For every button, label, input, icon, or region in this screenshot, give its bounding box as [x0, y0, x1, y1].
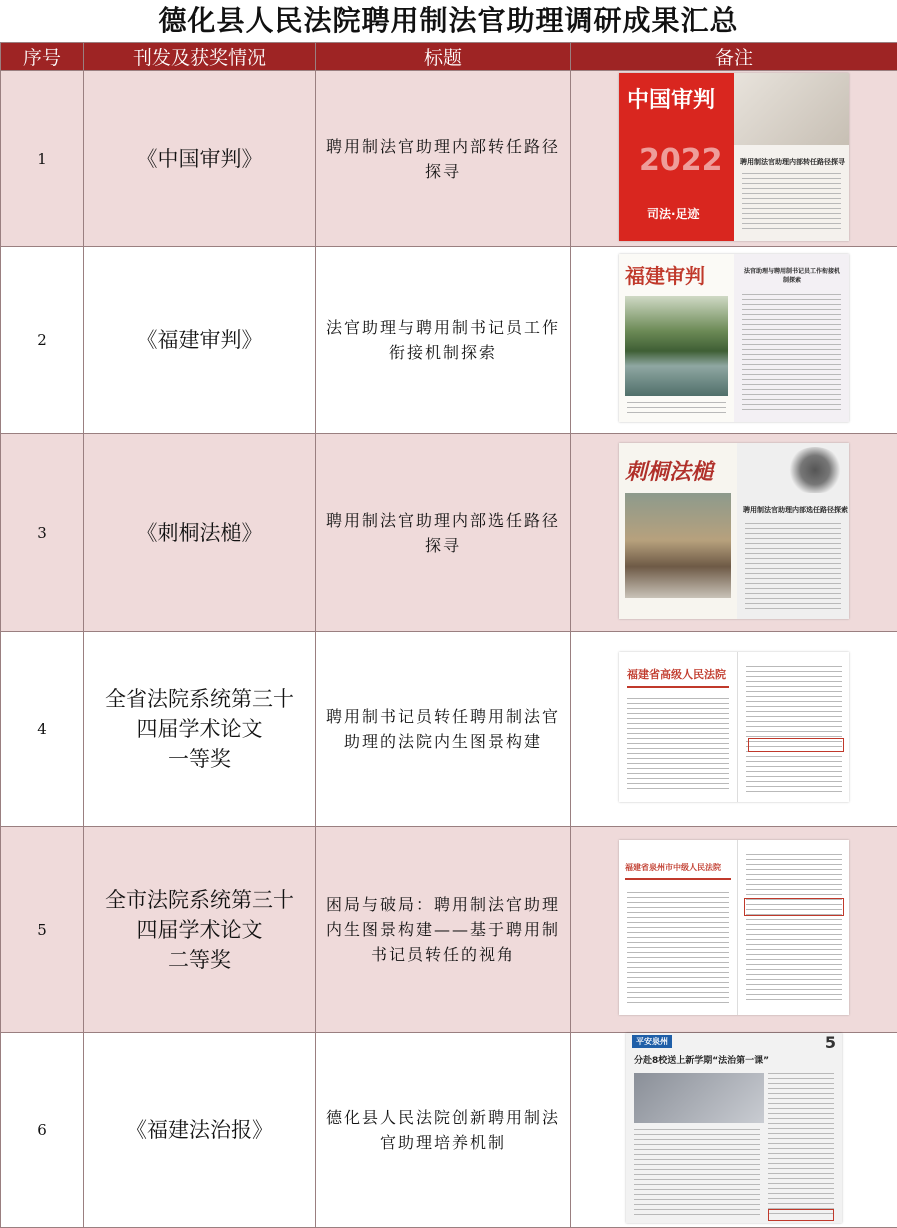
- row-publication: [84, 1033, 316, 1228]
- cover-slogan: 司法·足迹: [647, 205, 700, 222]
- red-divider: [627, 686, 729, 688]
- summary-table: [0, 42, 897, 1228]
- list-text: [746, 666, 842, 792]
- row-publication: [84, 71, 316, 247]
- notice-text: [627, 698, 729, 792]
- newspaper-thumbnail: [626, 1033, 842, 1223]
- table-row: [1, 632, 897, 827]
- page-title: 德化县人民法院聘用制法官助理调研成果汇总: [0, 0, 897, 42]
- row-seq: 5: [1, 827, 84, 1033]
- row-publication: [84, 247, 316, 434]
- row-title: 聘用制法官助理内部选任路径探寻: [316, 434, 571, 632]
- issuer-name: 福建省高级人民法院: [627, 666, 726, 682]
- article-page: [734, 73, 849, 241]
- magazine-name: 中国审判: [627, 83, 715, 114]
- tree-illustration: [787, 447, 843, 493]
- magazine-name: 刺桐法槌: [625, 455, 713, 486]
- article-page: [737, 443, 849, 619]
- row-title: 聘用制书记员转任聘用制法官助理的法院内生图景构建: [316, 632, 571, 827]
- publication-line: 四届学术论文: [84, 915, 315, 945]
- row-title: 困局与破局：聘用制法官助理内生图景构建——基于聘用制书记员转任的视角: [316, 827, 571, 1033]
- highlight-box: [768, 1209, 834, 1221]
- newspaper-sidebar-text: [768, 1073, 834, 1215]
- newspaper-headline: 分赴8校送上新学期“法治第一课”: [634, 1053, 769, 1066]
- notice-page: [619, 652, 737, 802]
- row-publication: [84, 827, 316, 1033]
- publication-line: 一等奖: [84, 744, 315, 774]
- publication-line: 《福建审判》: [84, 325, 315, 355]
- cover-text: [627, 402, 726, 414]
- newspaper-page-number: 5: [825, 1033, 836, 1052]
- magazine-thumbnail: [619, 443, 849, 619]
- row-seq: 2: [1, 247, 84, 434]
- magazine-cover: [619, 254, 734, 422]
- publication-line: 《福建法治报》: [84, 1115, 315, 1145]
- document-thumbnail: [619, 652, 849, 802]
- cover-photo: [625, 493, 731, 598]
- row-seq: 4: [1, 632, 84, 827]
- row-seq: 1: [1, 71, 84, 247]
- row-note: [571, 1033, 897, 1228]
- header-note: 备注: [571, 43, 897, 71]
- table-row: [1, 827, 897, 1033]
- article-headline: 聘用制法官助理内部选任路径探索: [743, 505, 848, 515]
- row-note: [571, 71, 897, 247]
- row-title: 法官助理与聘用制书记员工作衔接机制探索: [316, 247, 571, 434]
- list-page: [737, 840, 849, 1015]
- table-row: [1, 71, 897, 247]
- publication-line: 《中国审判》: [84, 144, 315, 174]
- row-note: [571, 827, 897, 1033]
- row-note: [571, 247, 897, 434]
- row-publication: [84, 434, 316, 632]
- notice-text: [627, 892, 729, 1003]
- header-title: 标题: [316, 43, 571, 71]
- article-photo: [734, 73, 849, 145]
- table-row: [1, 247, 897, 434]
- row-publication: [84, 632, 316, 827]
- cover-photo: [625, 296, 728, 396]
- highlight-box: [744, 898, 844, 916]
- publication-line: 二等奖: [84, 945, 315, 975]
- row-note: [571, 632, 897, 827]
- cover-year: 2022: [639, 143, 723, 178]
- article-page: [734, 254, 849, 422]
- issuer-name: 福建省泉州市中级人民法院: [625, 862, 721, 873]
- article-text: [742, 173, 841, 233]
- publication-line: 全省法院系统第三十: [84, 684, 315, 714]
- magazine-thumbnail: [619, 254, 849, 422]
- article-headline: 聘用制法官助理内部转任路径探寻: [740, 157, 845, 167]
- document-thumbnail: [619, 840, 849, 1015]
- header-seq: 序号: [1, 43, 84, 71]
- magazine-name: 福建审判: [625, 260, 705, 289]
- newspaper-text: [634, 1129, 760, 1215]
- publication-line: 《刺桐法槌》: [84, 518, 315, 548]
- highlight-box: [748, 738, 844, 752]
- row-title: 聘用制法官助理内部转任路径探寻: [316, 71, 571, 247]
- table-row: [1, 1033, 897, 1228]
- notice-page: [619, 840, 737, 1015]
- article-text: [742, 294, 841, 414]
- magazine-cover: [619, 443, 737, 619]
- row-title: 德化县人民法院创新聘用制法官助理培养机制: [316, 1033, 571, 1228]
- row-seq: 3: [1, 434, 84, 632]
- newspaper-photo: [634, 1073, 764, 1123]
- table-row: [1, 434, 897, 632]
- red-divider: [625, 878, 731, 880]
- header-publication: 刊发及获奖情况: [84, 43, 316, 71]
- article-headline: 法官助理与聘用制书记员工作衔接机制探索: [742, 266, 842, 284]
- article-text: [745, 523, 841, 611]
- publication-line: 全市法院系统第三十: [84, 885, 315, 915]
- row-seq: 6: [1, 1033, 84, 1228]
- magazine-cover: [619, 73, 734, 241]
- list-page: [737, 652, 849, 802]
- magazine-thumbnail: [619, 73, 849, 241]
- row-note: [571, 434, 897, 632]
- header-row: [1, 43, 897, 71]
- newspaper-section: 平安泉州: [632, 1035, 672, 1048]
- publication-line: 四届学术论文: [84, 714, 315, 744]
- list-text: [746, 854, 842, 1003]
